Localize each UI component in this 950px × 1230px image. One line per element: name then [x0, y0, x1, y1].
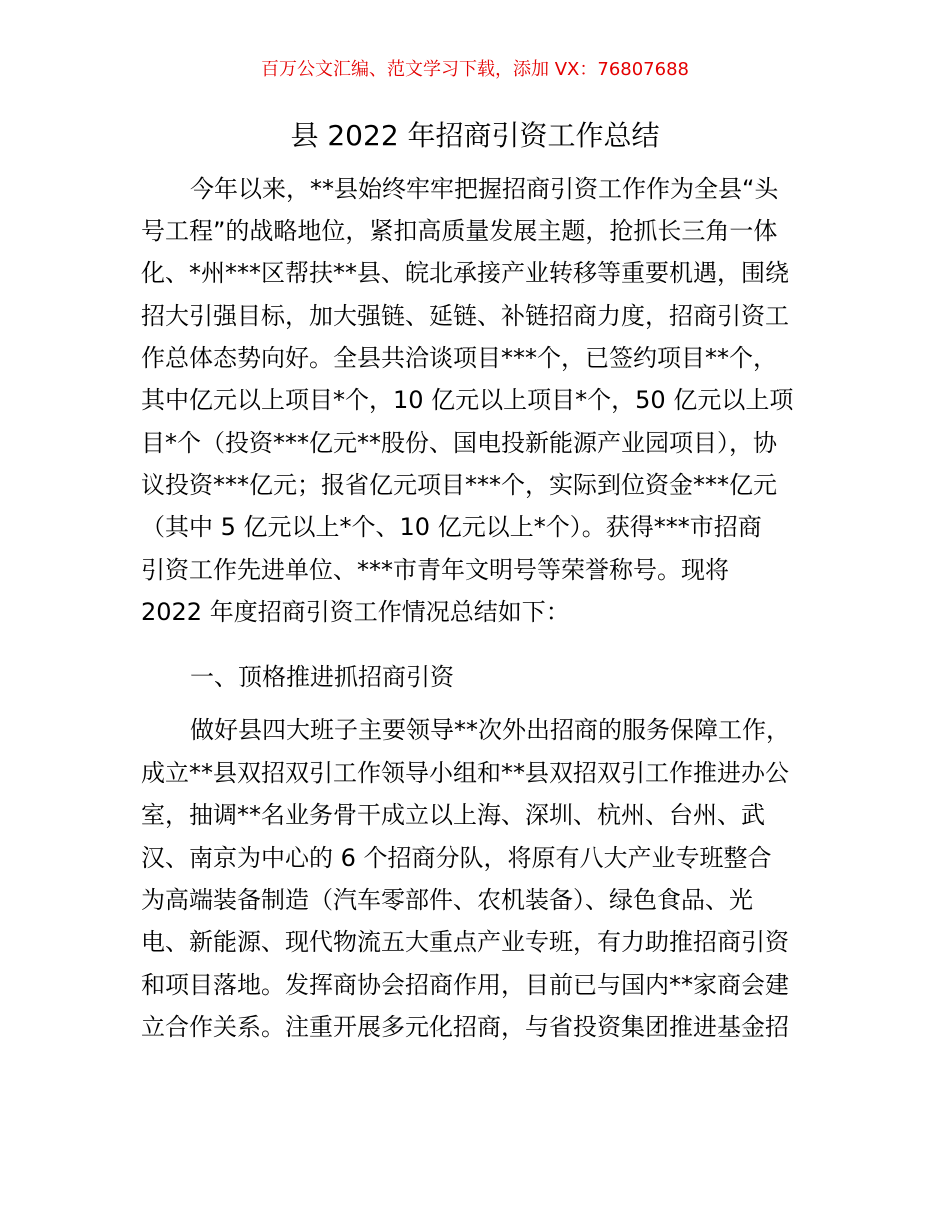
paragraph-line: 室，抽调**名业务骨干成立以上海、深圳、杭州、台州、武	[141, 801, 765, 829]
paragraph-line: 立合作关系。注重开展多元化招商，与省投资集团推进基金招	[141, 1013, 789, 1041]
paragraph-line: 做好县四大班子主要领导**次外出招商的服务保障工作，	[190, 716, 790, 744]
paragraph-line: 招大引强目标，加大强链、延链、补链招商力度，招商引资工	[141, 302, 789, 330]
paragraph-line: 引资工作先进单位、***市青年文明号等荣誉称号。现将	[141, 556, 729, 584]
paragraph-line: 电、新能源、现代物流五大重点产业专班，有力助推招商引资	[141, 928, 789, 956]
paragraph-line: 作总体态势向好。全县共洽谈项目***个，已签约项目**个，	[141, 344, 777, 372]
document-title: 县 2022 年招商引资工作总结	[290, 119, 660, 152]
paragraph-line: 汉、南京为中心的 6 个招商分队，将原有八大产业专班整合	[141, 844, 772, 872]
header-note: 百万公文汇编、范文学习下载，添加 VX：76807688	[261, 59, 689, 80]
paragraph-line: 为高端装备制造（汽车零部件、农机装备）、绿色食品、光	[141, 886, 753, 914]
section-heading: 一、顶格推进抓招商引资	[190, 663, 454, 691]
paragraph-line: 议投资***亿元；报省亿元项目***个，实际到位资金***亿元	[141, 471, 777, 499]
paragraph-line: 化、*州***区帮扶**县、皖北承接产业转移等重要机遇，围绕	[141, 259, 789, 287]
paragraph-line: 目*个（投资***亿元**股份、国电投新能源产业园项目），协	[141, 429, 777, 457]
paragraph-line: 成立**县双招双引工作领导小组和**县双招双引工作推进办公	[141, 759, 789, 787]
paragraph-line: 今年以来，**县始终牢牢把握招商引资工作作为全县“头	[190, 175, 779, 203]
paragraph-line: 和项目落地。发挥商协会招商作用，目前已与国内**家商会建	[141, 971, 789, 999]
paragraph-line: 2022 年度招商引资工作情况总结如下：	[141, 598, 570, 626]
paragraph-line: 号工程”的战略地位，紧扣高质量发展主题，抢抓长三角一体	[141, 217, 778, 245]
paragraph-line: （其中 5 亿元以上*个、10 亿元以上*个）。获得***市招商	[141, 513, 762, 541]
paragraph-line: 其中亿元以上项目*个，10 亿元以上项目*个，50 亿元以上项	[141, 386, 794, 414]
